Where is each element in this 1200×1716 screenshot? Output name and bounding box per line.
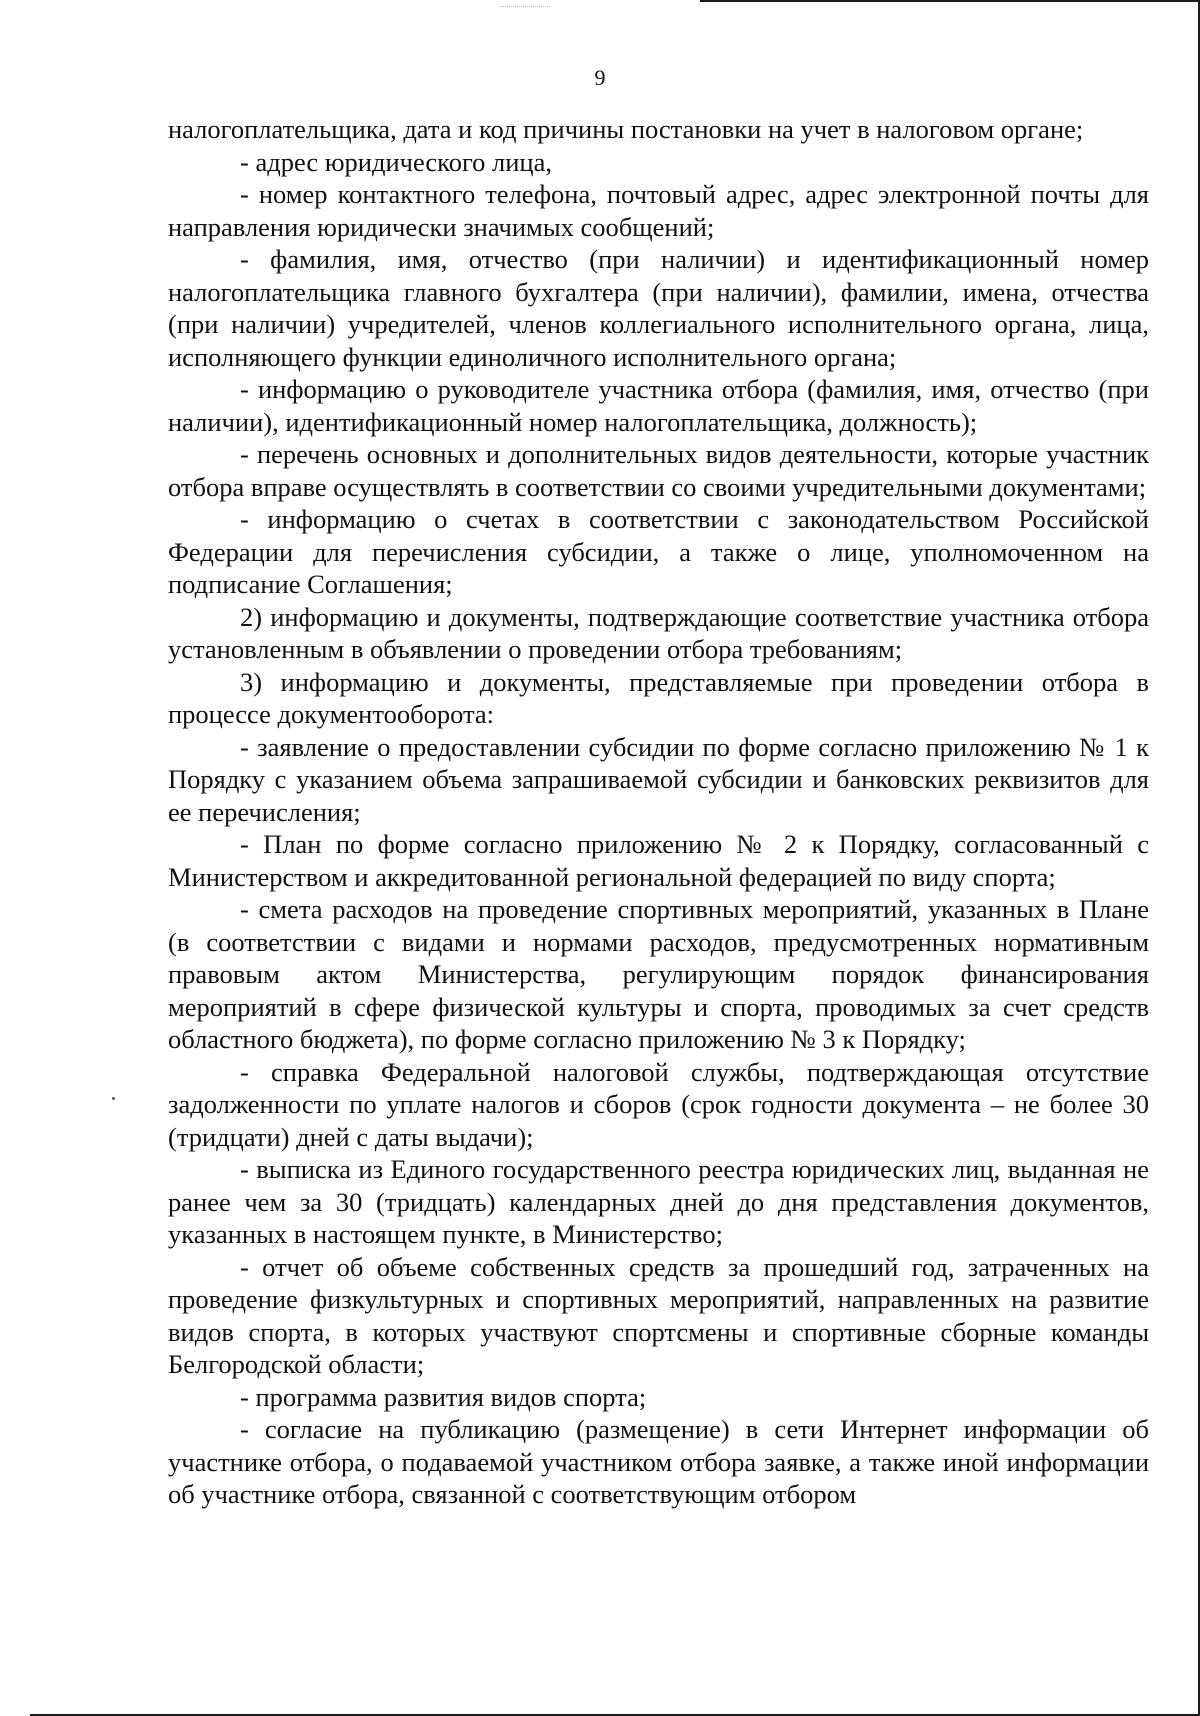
scan-speck [112,1097,115,1100]
paragraph-9: 3) информацию и документы, представляемые при проведении отбора в процессе документооборота: [168,666,1149,729]
page-number: 9 [594,65,606,90]
paragraph-16: - программа развития видов спорта; [240,1381,647,1412]
paragraph-7: - информацию о счетах в соответствии с законодательством Российской Федерации для перечисления субсидии, а также о лице, уполномоченном на подписание Соглашения; [168,504,1149,599]
paragraph-2: - адрес юридического лица, [240,146,552,177]
paragraph-12: - смета расходов на проведение спортивных мероприятий, указанных в Плане (в соответствии с видами и нормами расходов, предусмотренных нормативным правовым актом Министерства, регулирующим порядок финансирования мероприятий в сфере физической культуры и спорта, проводимых за счет средств областного бюджета), по форме согласно приложению № 3 к Порядку; [168,894,1149,1054]
paragraph-14: - выписка из Единого государственного реестра юридических лиц, выданная не ранее чем за 30 (тридцать) календарных дней до дня представления документов, указанных в настоящем пункте, в Министерство; [168,1154,1149,1249]
paragraph-11: - План по форме согласно приложению № 2 к Порядку, согласованный с Министерством и аккредитованной региональной федерацией по виду спорта; [168,829,1149,892]
paragraph-3: - номер контактного телефона, почтовый адрес, адрес электронной почты для направления юридически значимых сообщений; [168,179,1149,242]
paragraph-1: налогоплательщика, дата и код причины постановки на учет в налоговом органе; [168,114,1084,144]
scan-artifact-top [500,0,550,7]
scan-border-top [700,0,1200,2]
paragraph-8: 2) информацию и документы, подтверждающие соответствие участника отбора установленным в объявлении о проведении отбора требованиям; [168,601,1149,664]
paragraph-10: - заявление о предоставлении субсидии по форме согласно приложению № 1 к Порядку с указанием объема запрашиваемой субсидии и банковских реквизитов для ее перечисления; [168,731,1149,827]
paragraph-6: - перечень основных и дополнительных видов деятельности, которые участник отбора вправе осуществлять в соответствии со своими учредительными документами; [168,439,1149,502]
document-body [168,113,1149,1511]
paragraph-17: - согласие на публикацию (размещение) в сети Интернет информации об участнике отбора, о подаваемой участником отбора заявке, а также иной информации об участнике отбора, связанной с соответствующим отбором [168,1414,1149,1509]
paragraph-15: - отчет об объеме собственных средств за прошедший год, затраченных на проведение физкультурных и спортивных мероприятий, направленных на развитие видов спорта, в которых участвуют спортсмены и спортивные сборные команды Белгородской области; [168,1251,1149,1379]
paragraph-4: - фамилия, имя, отчество (при наличии) и идентификационный номер налогоплательщика главного бухгалтера (при наличии), фамилии, имена, отчества (при наличии) учредителей, членов коллегиального исполнительного органа, лица, исполняющего функции единоличного исполнительного органа; [168,244,1149,372]
paragraph-5: - информацию о руководителе участника отбора (фамилия, имя, отчество (при наличии), идентификационный номер налогоплательщика, должность); [168,374,1149,437]
paragraph-13: - справка Федеральной налоговой службы, подтверждающая отсутствие задолженности по уплате налогов и сборов (срок годности документа – не более 30 (тридцати) дней с даты выдачи); [168,1056,1149,1152]
